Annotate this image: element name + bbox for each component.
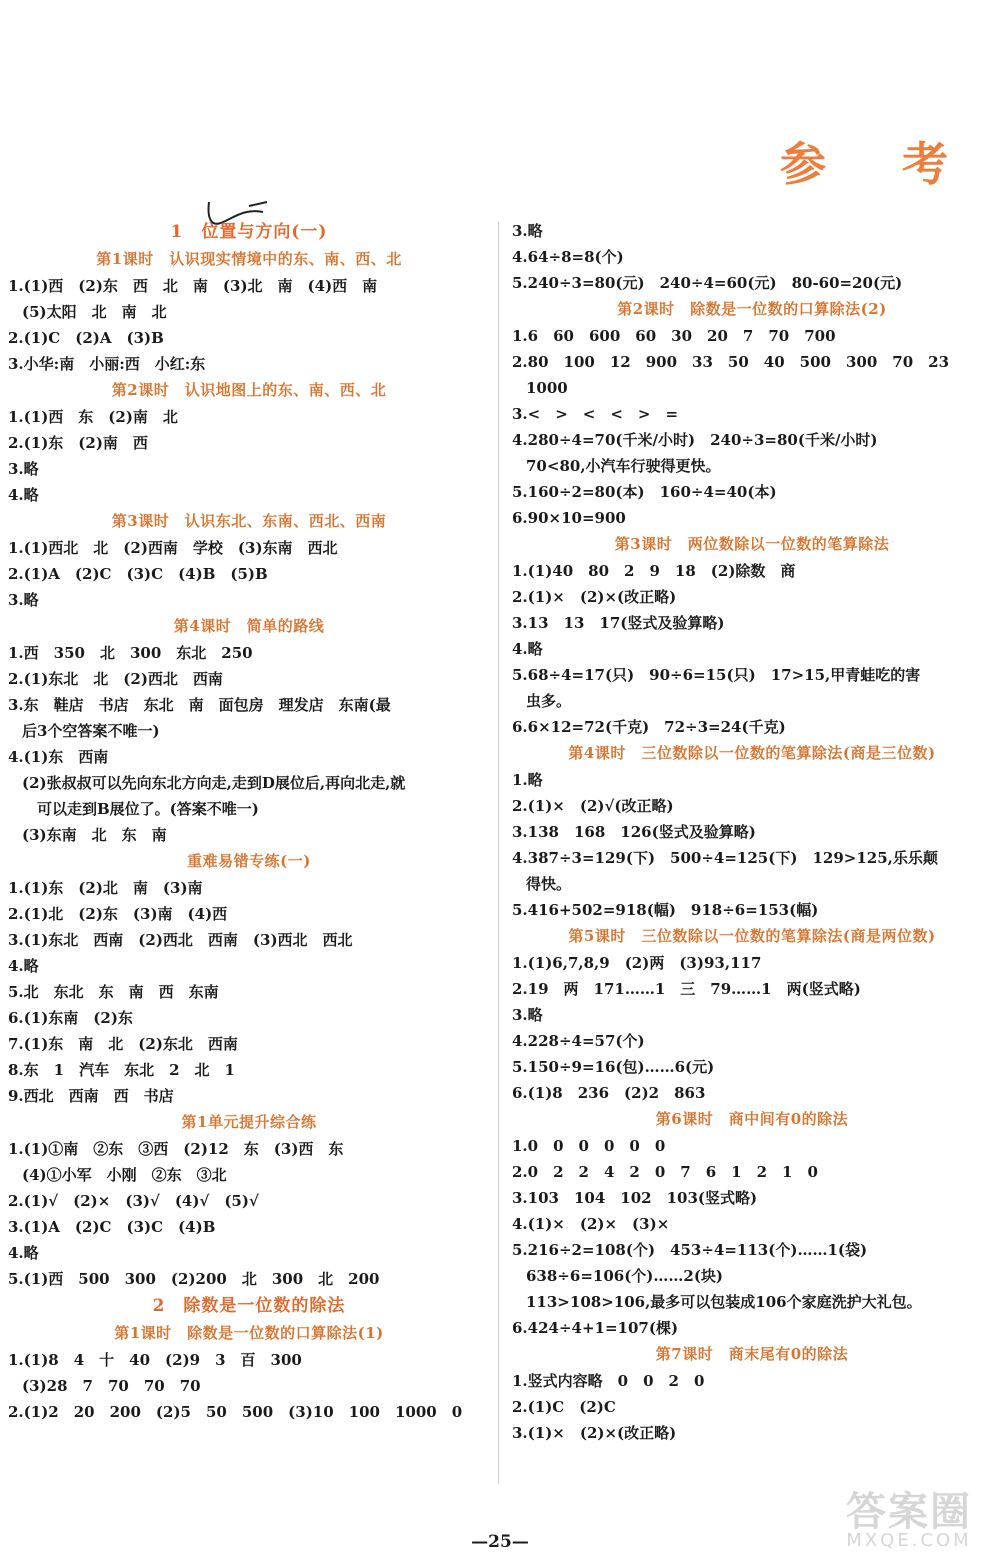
column-divider xyxy=(498,222,499,1484)
unit-heading: 2 除数是一位数的除法 xyxy=(152,1296,346,1316)
lesson-heading: 第2课时 除数是一位数的口算除法(2) xyxy=(617,300,887,318)
lesson-heading: 第2课时 认识地图上的东、南、西、北 xyxy=(111,381,387,399)
answer-line: 3.103 104 102 103(竖式略) xyxy=(512,1189,758,1207)
answer-line: 3.13 13 17(竖式及验算略) xyxy=(512,614,725,632)
answer-line: 3.东 鞋店 书店 东北 南 面包房 理发店 东南(最 xyxy=(8,696,391,714)
answer-line: 8.东 1 汽车 东北 2 北 1 xyxy=(8,1061,235,1079)
answer-line: 得快。 xyxy=(526,875,572,893)
answer-line: 1.(1)8 4 十 40 (2)9 3 百 300 xyxy=(8,1351,302,1369)
watermark-logo xyxy=(846,1489,972,1551)
answer-line: 2.0 2 2 4 2 0 7 6 1 2 1 0 xyxy=(512,1163,818,1181)
lesson-heading: 第1课时 除数是一位数的口算除法(1) xyxy=(114,1324,384,1342)
answer-line: 3.略 xyxy=(512,1006,543,1024)
answer-line: (4)①小军 小刚 ②东 ③北 xyxy=(22,1166,227,1184)
answer-line: 4.387÷3=129(下) 500÷4=125(下) 129>125,乐乐颠 xyxy=(512,849,938,867)
answer-line: 2.(1)× (2)×(改正略) xyxy=(512,588,677,606)
answer-line: 7.(1)东 南 北 (2)东北 西南 xyxy=(8,1035,238,1053)
section-banner: 参 考 xyxy=(779,137,978,191)
answer-line: 5.160÷2=80(本) 160÷4=40(本) xyxy=(512,483,777,501)
answer-line: (5)太阳 北 南 北 xyxy=(22,303,167,321)
answer-line: 4.(1)× (2)× (3)× xyxy=(512,1215,670,1233)
answer-line: 6.90×10=900 xyxy=(512,509,626,527)
answer-line: 1.竖式内容略 0 0 2 0 xyxy=(512,1372,705,1390)
answer-line: 70<80,小汽车行驶得更快。 xyxy=(526,457,721,475)
answer-line: 1.略 xyxy=(512,771,543,789)
lesson-heading: 第1课时 认识现实情境中的东、南、西、北 xyxy=(96,250,402,268)
answer-line: 6.6×12=72(千克) 72÷3=24(千克) xyxy=(512,718,786,736)
answer-line: 3.138 168 126(竖式及验算略) xyxy=(512,823,756,841)
answer-line: 1.(1)西 (2)东 西 北 南 (3)北 南 (4)西 南 xyxy=(8,277,378,295)
lesson-heading: 第1单元提升综合练 xyxy=(181,1113,317,1131)
answer-line: 2.(1)北 (2)东 (3)南 (4)西 xyxy=(8,905,228,923)
answer-line: 3.(1)× (2)×(改正略) xyxy=(512,1424,677,1442)
lesson-heading: 第4课时 三位数除以一位数的笔算除法(商是三位数) xyxy=(568,744,936,762)
answer-line: 3.(1)A (2)C (3)C (4)B xyxy=(8,1218,216,1236)
answer-line: 1.(1)东 (2)北 南 (3)南 xyxy=(8,879,203,897)
answer-line: 6.(1)东南 (2)东 xyxy=(8,1009,133,1027)
answer-line: 1.(1)西北 北 (2)西南 学校 (3)东南 西北 xyxy=(8,539,338,557)
answer-line: 5.416+502=918(幅) 918÷6=153(幅) xyxy=(512,901,819,919)
answer-line: 2.(1)C (2)A (3)B xyxy=(8,329,164,347)
answer-line: 5.240÷3=80(元) 240÷4=60(元) 80-60=20(元) xyxy=(512,274,903,292)
answer-line: 1.(1)40 80 2 9 18 (2)除数 商 xyxy=(512,562,796,580)
answer-line: 4.略 xyxy=(8,1244,39,1262)
answer-line: 4.228÷4=57(个) xyxy=(512,1032,645,1050)
answer-line: 2.(1)2 20 200 (2)5 50 500 (3)10 100 1000 0 xyxy=(8,1403,463,1421)
answer-line: (2)张叔叔可以先向东北方向走,走到D展位后,再向北走,就 xyxy=(22,774,406,792)
answer-line: 1.(1)6,7,8,9 (2)两 (3)93,117 xyxy=(512,954,762,972)
answer-line: 3.略 xyxy=(8,460,39,478)
answer-line: 1.6 60 600 60 30 20 7 70 700 xyxy=(512,327,836,345)
answer-line: 3.< > < < > = xyxy=(512,405,679,423)
answer-line: 1000 xyxy=(526,379,568,397)
watermark-line1: 答案圈 xyxy=(846,1489,972,1535)
answer-line: 3.(1)东北 西南 (2)西北 西南 (3)西北 西北 xyxy=(8,931,353,949)
unit-heading: 1 位置与方向(一) xyxy=(170,222,328,242)
answer-line: 4.略 xyxy=(8,957,39,975)
answer-line: 9.西北 西南 西 书店 xyxy=(8,1087,174,1105)
answer-line: 4.(1)东 西南 xyxy=(8,748,109,766)
answer-line: 6.(1)8 236 (2)2 863 xyxy=(512,1084,706,1102)
answer-line: (3)东南 北 东 南 xyxy=(22,826,167,844)
answer-line: 5.北 东北 东 南 西 东南 xyxy=(8,983,219,1001)
answer-line: 5.216÷2=108(个) 453÷4=113(个)……1(袋) xyxy=(512,1241,868,1259)
lesson-heading: 第3课时 认识东北、东南、西北、西南 xyxy=(111,512,387,530)
answer-line: 3.略 xyxy=(8,591,39,609)
answer-line: 5.150÷9=16(包)……6(元) xyxy=(512,1058,715,1076)
page-number: —25— xyxy=(471,1532,529,1552)
answer-line: 4.64÷8=8(个) xyxy=(512,248,624,266)
answer-line: 虫多。 xyxy=(526,692,572,710)
answer-line: 4.280÷4=70(千米/小时) 240÷3=80(千米/小时) xyxy=(512,431,878,449)
answer-line: 1.(1)①南 ②东 ③西 (2)12 东 (3)西 东 xyxy=(8,1140,344,1158)
lesson-heading: 重难易错专练(一) xyxy=(187,852,311,870)
answer-line: 2.(1)× (2)√(改正略) xyxy=(512,797,674,815)
right-column xyxy=(512,218,992,1446)
answer-line: 可以走到B展位了。(答案不唯一) xyxy=(22,800,259,818)
answer-line: 4.略 xyxy=(8,486,39,504)
answer-line: 1.西 350 北 300 东北 250 xyxy=(8,644,253,662)
answer-line: (3)28 7 70 70 70 xyxy=(22,1377,201,1395)
watermark-line2: MXQE.COM xyxy=(846,1530,972,1551)
answer-line: 2.(1)A (2)C (3)C (4)B (5)B xyxy=(8,565,268,583)
answer-line: 1.(1)西 东 (2)南 北 xyxy=(8,408,178,426)
left-column xyxy=(8,218,490,1425)
answer-line: 后3个空答案不唯一) xyxy=(22,722,160,740)
answer-line: 4.略 xyxy=(512,640,543,658)
answer-line: 2.19 两 171……1 三 79……1 两(竖式略) xyxy=(512,980,861,998)
answer-line: 2.80 100 12 900 33 50 40 500 300 70 23 xyxy=(512,353,950,371)
answer-line: 2.(1)C (2)C xyxy=(512,1398,616,1416)
lesson-heading: 第5课时 三位数除以一位数的笔算除法(商是两位数) xyxy=(568,927,936,945)
answer-line: 638÷6=106(个)……2(块) xyxy=(526,1267,724,1285)
lesson-heading: 第7课时 商末尾有0的除法 xyxy=(655,1345,849,1363)
answer-line: 2.(1)√ (2)× (3)√ (4)√ (5)√ xyxy=(8,1192,259,1210)
lesson-heading: 第6课时 商中间有0的除法 xyxy=(655,1110,849,1128)
answer-line: 2.(1)东北 北 (2)西北 西南 xyxy=(8,670,223,688)
lesson-heading: 第4课时 简单的路线 xyxy=(173,617,325,635)
answer-line: 113>108>106,最多可以包装成106个家庭洗护大礼包。 xyxy=(526,1293,922,1311)
answer-line: 1.0 0 0 0 0 0 xyxy=(512,1137,666,1155)
answer-line: 3.小华:南 小丽:西 小红:东 xyxy=(8,355,206,373)
answer-line: 5.(1)西 500 300 (2)200 北 300 北 200 xyxy=(8,1270,380,1288)
lesson-heading: 第3课时 两位数除以一位数的笔算除法 xyxy=(614,535,890,553)
answer-line: 3.略 xyxy=(512,222,543,240)
answer-line: 6.424÷4+1=107(棵) xyxy=(512,1319,679,1337)
answer-line: 2.(1)东 (2)南 西 xyxy=(8,434,148,452)
answer-line: 5.68÷4=17(只) 90÷6=15(只) 17>15,甲青蛙吃的害 xyxy=(512,666,921,684)
